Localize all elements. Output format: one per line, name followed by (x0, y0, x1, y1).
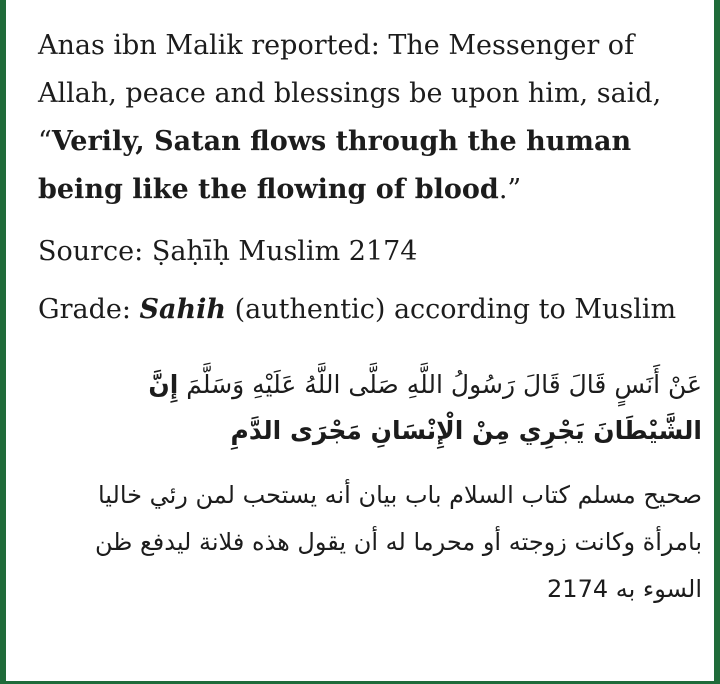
english-hadith (38, 22, 698, 214)
english-grade (38, 286, 698, 334)
source-label: Source: (38, 236, 152, 267)
arabic-source (38, 472, 702, 613)
arabic-hadith (38, 362, 702, 454)
english-narration-outro: .” (498, 174, 522, 205)
arabic-narration-intro: عَنْ أَنَسٍ قَالَ قَالَ رَسُولُ اللَّهِ صَلَّى اللَّهُ عَلَيْهِ وَسَلَّمَ (178, 370, 702, 399)
source-value: Ṣaḥīḥ Muslim 2174 (151, 236, 418, 267)
card-content (38, 22, 702, 613)
english-narration-intro: Anas ibn Malik reported: The Messenger of Allah, peace and blessings be upon him, said, “ (38, 30, 662, 157)
english-source (38, 228, 698, 276)
grade-suffix: (authentic) according to Muslim (226, 294, 677, 325)
english-hadith-text: Verily, Satan flows through the human being like the flowing of blood (38, 126, 632, 205)
arabic-hadith-text: إِنَّ الشَّيْطَانَ يَجْرِي مِنْ الْإِنْسَانِ مَجْرَى الدَّمِ (148, 370, 702, 445)
grade-value: Sahih (139, 294, 227, 325)
grade-label: Grade: (38, 294, 140, 325)
arabic-source-number: 2174 (547, 575, 609, 603)
arabic-source-text: صحيح مسلم كتاب السلام باب بيان أنه يستحب لمن رئي خاليا بامرأة وكانت زوجته أو محرما له أن يقول هذه فلانة ليدفع ظن السوء به (94, 481, 702, 603)
